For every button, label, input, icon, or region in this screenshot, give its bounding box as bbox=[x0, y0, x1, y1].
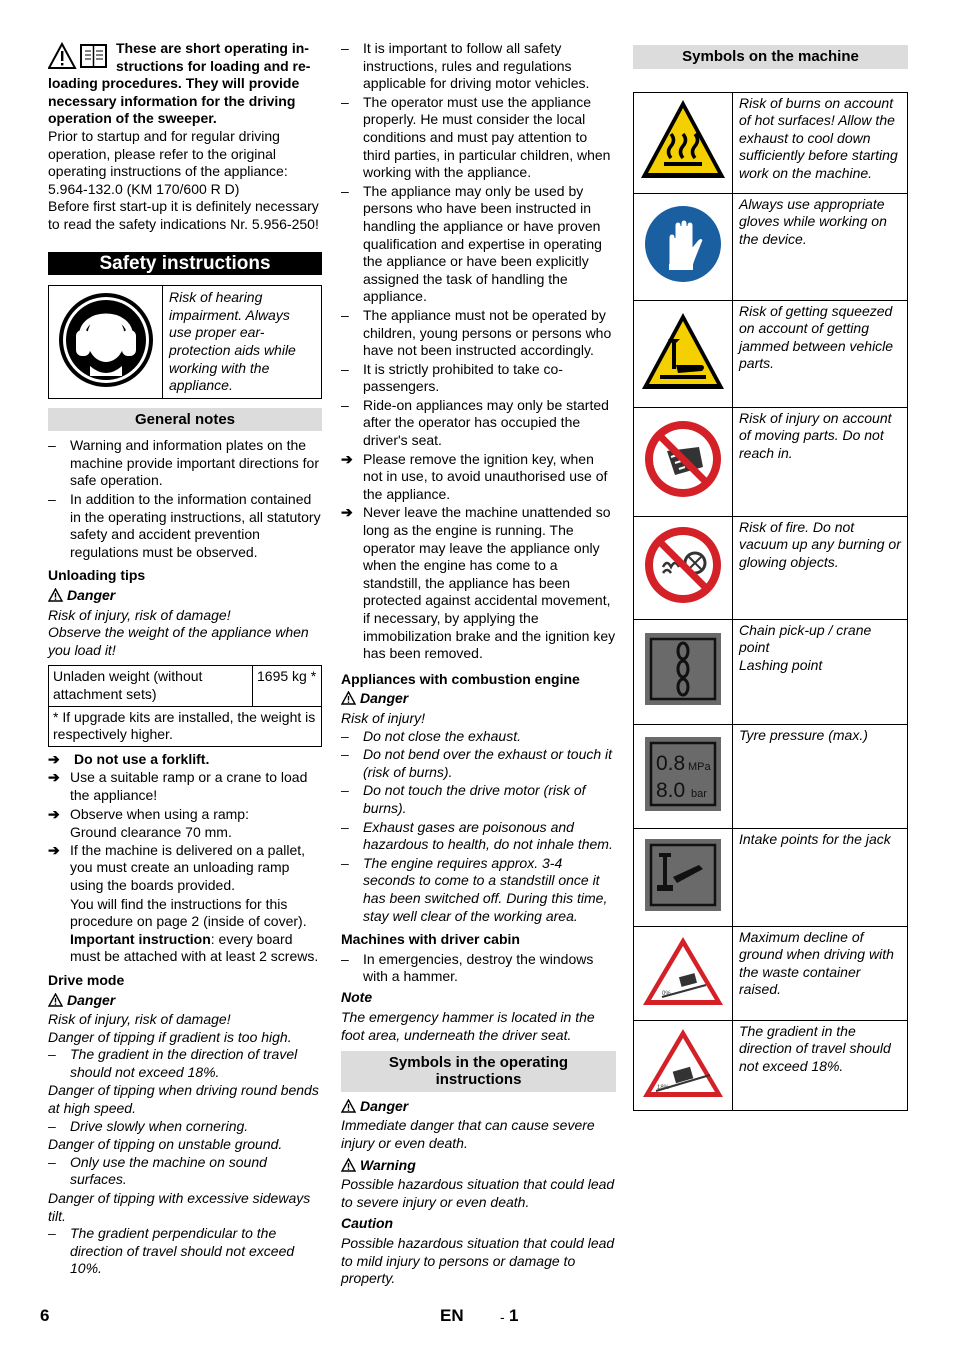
general-note-item: – In addition to the information contained in the operating instructions, all statutory safety and accident prevention regulations must be observed. bbox=[48, 491, 322, 561]
cabin-item: – In emergencies, destroy the windows with a hammer. bbox=[341, 951, 616, 986]
danger-label: Danger bbox=[67, 991, 116, 1008]
no-burning-objects-icon bbox=[641, 594, 725, 610]
no-reach-in-icon bbox=[641, 488, 725, 504]
symbol-text: Risk of injury on account of moving parts. Do not reach in. bbox=[733, 407, 908, 516]
warning-icon bbox=[341, 1158, 356, 1172]
weight-label: Unladen weight (without attachment sets) bbox=[49, 666, 253, 706]
combustion-item: – The engine requires approx. 3-4 seconds to come to a standstill once it has been switched off. During this time, stay well clear of the working area. bbox=[341, 855, 616, 925]
symbol-text: Maximum decline of ground when driving with the waste container raised. bbox=[733, 926, 908, 1020]
drive-item: – The gradient perpendicular to the direction of travel should not exceed 10%. bbox=[48, 1225, 322, 1278]
hearing-text: Risk of hearing impairment. Always use proper ear-protection aids while working with the appliance. bbox=[163, 286, 322, 399]
combustion-item: – Do not close the exhaust. bbox=[341, 728, 616, 746]
instruction-continuation: Ground clearance 70 mm. bbox=[70, 824, 232, 841]
safety-item: – It is strictly prohibited to take co-passengers. bbox=[341, 361, 616, 396]
danger-label: Danger bbox=[360, 690, 409, 707]
symbol-text: Risk of fire. Do not vacuum up any burning or glowing objects. bbox=[733, 516, 908, 619]
model-number: 5.964-132.0 (KM 170/600 R D) bbox=[48, 180, 240, 197]
danger-label: Danger bbox=[67, 587, 116, 604]
weight-table bbox=[48, 665, 322, 746]
symbol-text: Risk of getting squeezed on account of getting jammed between vehicle parts. bbox=[733, 300, 908, 407]
combustion-item: – Do not bend over the exhaust or touch it (risk of burns). bbox=[341, 746, 616, 781]
warning-manual-icon bbox=[48, 42, 110, 70]
tyre-pressure-icon bbox=[643, 751, 723, 816]
intro-bold-line2: structions for loading and re- bbox=[116, 57, 311, 74]
op-symbols-heading: Symbols in the operating instructions bbox=[341, 1051, 616, 1092]
svg-text:18%: 18% bbox=[657, 1084, 670, 1091]
ear-protection-icon bbox=[54, 379, 158, 395]
drive-text: Danger of tipping when driving round bends at high speed. bbox=[48, 1082, 319, 1117]
machine-symbols-table bbox=[633, 92, 908, 1111]
intro-bold-line3: loading procedures. They will provide bbox=[48, 75, 300, 92]
drive-text: Danger of tipping if gradient is too high. bbox=[48, 1028, 292, 1045]
intro-bold-line1: These are short operating in- bbox=[116, 40, 309, 56]
symbol-text: The gradient in the direction of travel should not exceed 18%. bbox=[733, 1020, 908, 1110]
svg-text:0.8: 0.8 bbox=[656, 751, 686, 775]
weight-note: * If upgrade kits are installed, the weight is respectively higher. bbox=[49, 706, 322, 746]
instruction-item: ➔ If the machine is delivered on a pallet, you must create an unloading ramp using the boards provided. bbox=[48, 841, 306, 893]
note-text: The emergency hammer is located in the foot area, underneath the driver seat. bbox=[341, 1009, 595, 1044]
general-note-item: – Warning and information plates on the machine provide important directions for safe operation. bbox=[48, 437, 322, 490]
symbol-text: Tyre pressure (max.) bbox=[733, 724, 908, 828]
machine-symbols-heading: Symbols on the machine bbox=[633, 45, 908, 69]
instruction-item: ➔ Please remove the ignition key, when not in use, to avoid unauthorised use of the appliance. bbox=[341, 450, 608, 502]
hot-surface-warning-icon bbox=[637, 173, 729, 189]
drive-danger-heading bbox=[48, 992, 322, 1010]
danger-icon bbox=[341, 691, 356, 705]
unloading-danger-text: Risk of injury, risk of damage! bbox=[48, 606, 231, 623]
op-warning-heading bbox=[341, 1157, 616, 1175]
important-instruction: Important instruction: every board must be attached with at least 2 screws. bbox=[70, 930, 319, 965]
instruction-item: ➔ Never leave the machine unattended so long as the engine is running. The operator may leave the appliance only when the engine has come to a standstill, the appliance has been protected against accidental movement, if necessary, by applying the immobilization brake and the ignition key has been removed. bbox=[341, 504, 616, 662]
arrow-icon: ➔ bbox=[341, 450, 353, 467]
instruction-item: ➔ Use a suitable ramp or a crane to load the appliance! bbox=[48, 769, 308, 803]
combustion-danger-heading bbox=[341, 690, 616, 708]
slope-warning-icon bbox=[640, 990, 726, 1012]
safety-item: – The operator must use the appliance properly. He must consider the local conditions and must pay attention to third parties, in particular children, when working with the appliance. bbox=[341, 94, 616, 182]
weight-value: 1695 kg * bbox=[253, 666, 322, 706]
left-column bbox=[48, 40, 322, 1279]
op-caution-text: Possible hazardous situation that could lead to mild injury to persons or damage to property. bbox=[341, 1235, 615, 1287]
combustion-item: – Exhaust gases are poisonous and hazardous to health, do not inhale them. bbox=[341, 819, 616, 854]
drive-text: Danger of tipping on unstable ground. bbox=[48, 1136, 283, 1153]
cabin-heading: Machines with driver cabin bbox=[341, 931, 520, 948]
safety-item: – It is important to follow all safety instructions, rules and regulations applicable for driving motor vehicles. bbox=[341, 40, 616, 93]
caution-label: Caution bbox=[341, 1215, 394, 1232]
combustion-heading: Appliances with combustion engine bbox=[341, 670, 580, 687]
chain-icon bbox=[643, 694, 723, 710]
intro-bold-line4: necessary information for the driving bbox=[48, 92, 296, 109]
unloading-tips-heading: Unloading tips bbox=[48, 567, 146, 584]
arrow-icon: ➔ bbox=[341, 504, 353, 521]
intro-block bbox=[48, 40, 322, 234]
unloading-danger-heading bbox=[48, 587, 322, 605]
drive-mode-heading: Drive mode bbox=[48, 971, 125, 988]
hearing-protection-table bbox=[48, 285, 322, 399]
symbol-text: Always use appropriate gloves while working on the device. bbox=[733, 193, 908, 300]
danger-icon bbox=[48, 588, 63, 602]
op-danger-text: Immediate danger that can cause severe injury or even death. bbox=[341, 1117, 595, 1152]
op-danger-heading bbox=[341, 1098, 616, 1116]
arrow-icon: ➔ bbox=[48, 805, 60, 822]
intro-safety-note: Before first start-up it is definitely necessary to read the safety indications Nr. 5.956-250! bbox=[48, 198, 319, 232]
safety-item: – The appliance may only be used by persons who have been instructed in handling the appliance or have proven qualification and expertise in operating the appliance or have been explicitly assigned the task of handling the appliance. bbox=[341, 183, 616, 306]
drive-text: Risk of injury, risk of damage! bbox=[48, 1011, 231, 1028]
gradient-warning-icon bbox=[640, 1084, 726, 1104]
middle-column bbox=[341, 40, 616, 1288]
combustion-item: – Do not touch the drive motor (risk of burns). bbox=[341, 782, 616, 817]
danger-icon bbox=[48, 993, 63, 1007]
svg-text:8.0: 8.0 bbox=[656, 778, 686, 802]
jack-point-icon bbox=[643, 900, 723, 916]
general-notes-heading: General notes bbox=[48, 408, 322, 432]
instruction-continuation: You will find the instructions for this procedure on page 2 (inside of cover). bbox=[70, 895, 307, 930]
footer-number: 1 bbox=[509, 1306, 519, 1325]
footer-separator: - bbox=[500, 1309, 505, 1325]
drive-text: Danger of tipping with excessive sideways tilt. bbox=[48, 1190, 311, 1224]
arrow-icon: ➔ bbox=[48, 769, 60, 786]
warning-label: Warning bbox=[360, 1156, 416, 1173]
safety-item: – Ride-on appliances may only be started after the operator has occupied the driver's seat. bbox=[341, 397, 616, 450]
combustion-text: Risk of injury! bbox=[341, 709, 426, 726]
safety-instructions-heading: Safety instructions bbox=[48, 252, 322, 276]
svg-text:0%: 0% bbox=[662, 990, 671, 997]
language-code: EN bbox=[440, 1306, 464, 1325]
symbol-text: Intake points for the jack bbox=[733, 828, 908, 926]
instruction-item: ➔ Observe when using a ramp: bbox=[48, 805, 249, 822]
symbol-text: Risk of burns on account of hot surfaces! Allow the exhaust to cool down sufficiently before starting work on the machine. bbox=[733, 92, 908, 193]
danger-icon bbox=[341, 1099, 356, 1113]
drive-item: – Drive slowly when cornering. bbox=[48, 1118, 322, 1136]
svg-text:MPa: MPa bbox=[688, 760, 711, 773]
gloves-mandatory-icon bbox=[643, 271, 723, 287]
op-warning-text: Possible hazardous situation that could lead to severe injury or even death. bbox=[341, 1176, 615, 1210]
svg-text:bar: bar bbox=[691, 787, 707, 800]
intro-paragraph: Prior to startup and for regular driving operation, please refer to the original operating instructions of the appliance: bbox=[48, 127, 288, 180]
symbol-text: Lashing point bbox=[739, 656, 823, 673]
instruction-item: ➔ Do not use a forklift. bbox=[48, 750, 210, 767]
danger-label: Danger bbox=[360, 1097, 409, 1114]
unloading-danger-text: Observe the weight of the appliance when you load it! bbox=[48, 624, 309, 658]
right-column bbox=[633, 40, 908, 1111]
arrow-icon: ➔ bbox=[48, 841, 60, 858]
symbol-text: Chain pick-up / crane point bbox=[739, 621, 872, 656]
crush-hazard-icon bbox=[638, 380, 728, 396]
intro-bold-line5: operation of the sweeper. bbox=[48, 110, 217, 127]
safety-item: – The appliance must not be operated by children, young persons or persons who have not been instructed accordingly. bbox=[341, 307, 616, 360]
drive-item: – Only use the machine on sound surfaces. bbox=[48, 1154, 322, 1189]
arrow-icon: ➔ bbox=[48, 750, 60, 767]
drive-item: – The gradient in the direction of travel should not exceed 18%. bbox=[48, 1046, 322, 1081]
note-label: Note bbox=[341, 988, 373, 1005]
page-number: 6 bbox=[40, 1306, 50, 1325]
